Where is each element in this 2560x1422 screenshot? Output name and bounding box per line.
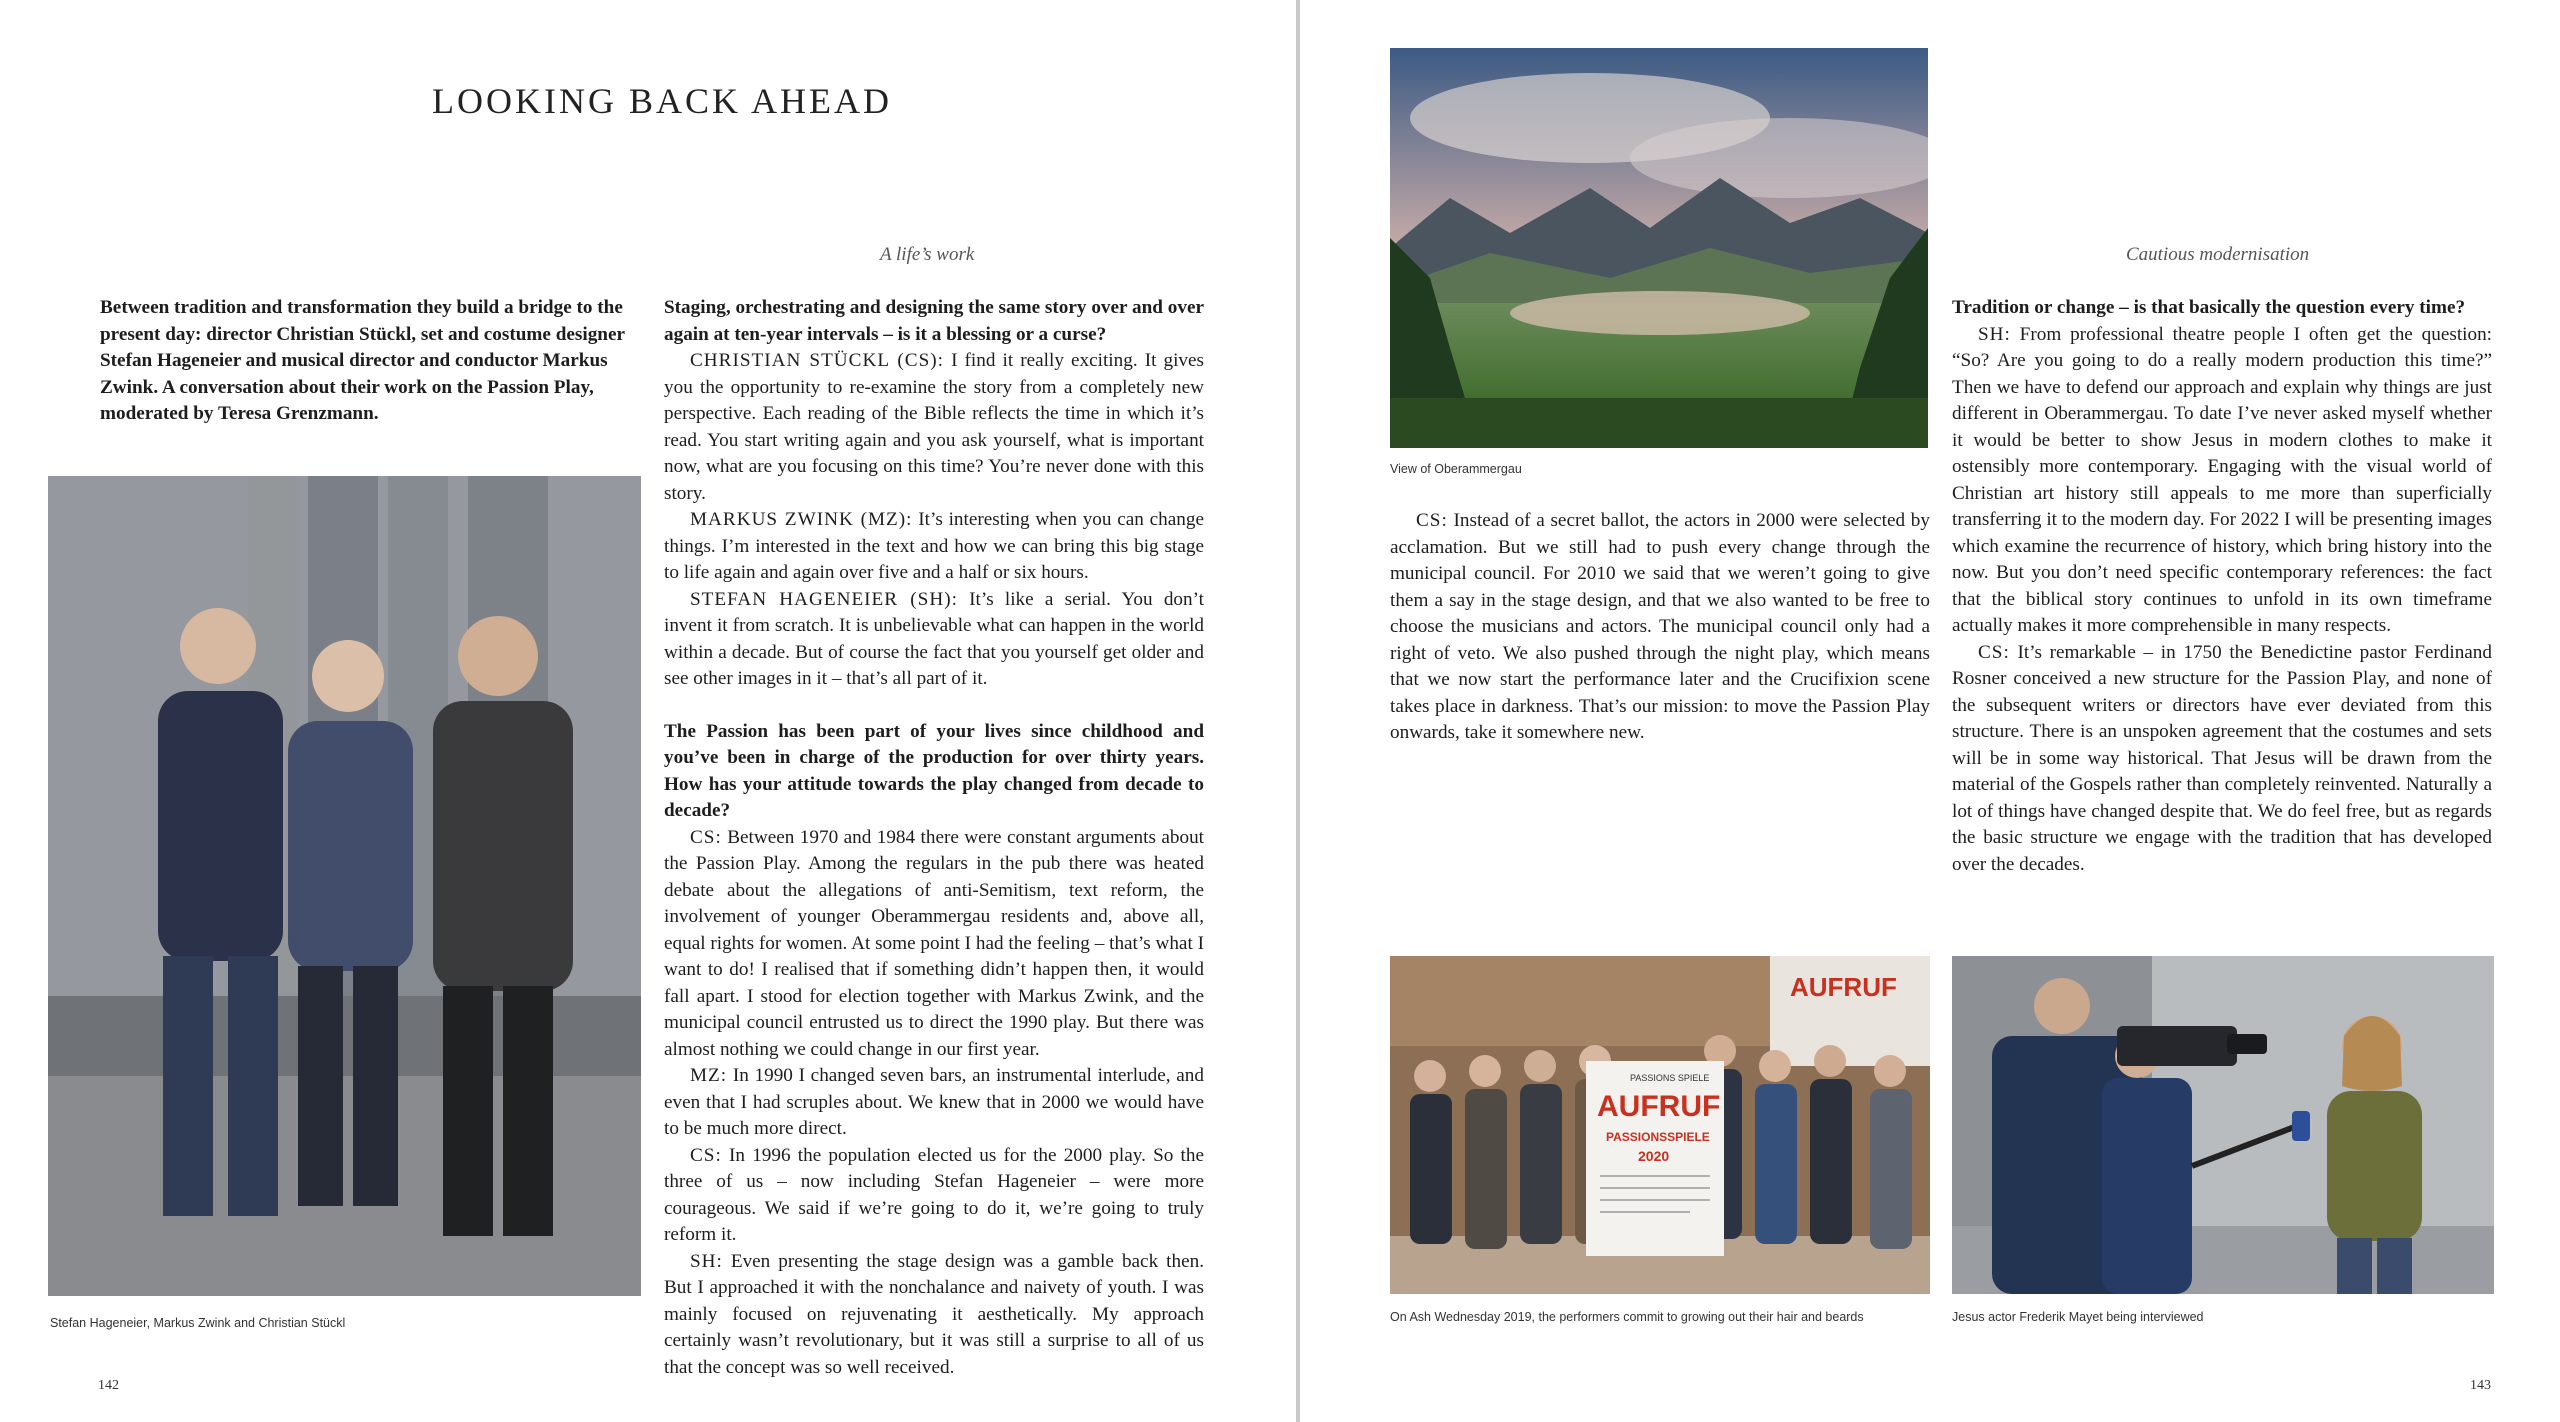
speaker-label: STEFAN HAGENEIER (SH): <box>690 588 958 610</box>
page-title: LOOKING BACK AHEAD <box>432 81 892 121</box>
interview-column-middle <box>1390 508 1930 747</box>
question: The Passion has been part of your lives since childhood and you’ve been in charge of the production for over thirty years. How has your attitude towards the play changed from decade to decade? <box>664 720 1204 821</box>
speaker-label: SH: <box>1978 323 2011 345</box>
spine-divider <box>1296 0 1300 1422</box>
question: Tradition or change – is that basically the question every time? <box>1952 297 2466 318</box>
speaker-label: MZ: <box>690 1065 728 1086</box>
page-number-left: 142 <box>98 1378 119 1393</box>
speaker-label: CHRISTIAN STÜCKL (CS): <box>690 350 944 371</box>
answer <box>664 1249 1204 1382</box>
answer-text: Even presenting the stage design was a gamble back then. But I approached it with the nonchalance and naivety of youth. I was mainly focused on rejuvenating it aesthetically. My approach certainly wasn’t revolutionary, but it was still a surprise to all of us that the concept was so well received. <box>664 1250 1204 1378</box>
page-number-right: 143 <box>2470 1378 2491 1393</box>
interview-column-right <box>1952 295 2492 878</box>
answer-text: I find it really exciting. It gives you the opportunity to re-examine the story from a completely new perspective. Each reading of the Bible reflects the time in which it’s read. You start writing again and you ask yourself, what is important now, what are you focusing on this time? You’re never done with this story. <box>664 350 1204 504</box>
group-photo-caption: On Ash Wednesday 2019, the performers commit to growing out their hair and beards <box>1390 1310 1864 1324</box>
answer <box>664 507 1204 587</box>
answer <box>1952 640 2492 879</box>
section-heading-left: A life’s work <box>880 244 975 265</box>
poster-year: 2020 <box>1638 1148 1670 1164</box>
answer <box>664 1063 1204 1143</box>
right-page <box>1302 0 2560 1422</box>
section-heading-right: Cautious modernisation <box>2126 244 2310 265</box>
interview-photo-caption: Jesus actor Frederik Mayet being interviewed <box>1952 1310 2204 1324</box>
speaker-label: CS: <box>690 1144 722 1166</box>
banner-text: AUFRUF <box>1790 972 1897 1002</box>
portrait-caption: Stefan Hageneier, Markus Zwink and Christian Stückl <box>50 1316 346 1330</box>
answer-text: In 1996 the population elected us for the 2000 play. So the three of us – now including Stefan Hageneier – were more courageous. We said if we’re going to do it, we’re going to truly reform it. <box>664 1144 1204 1245</box>
portrait-photo <box>48 476 641 1296</box>
answer <box>664 825 1204 1064</box>
interview-column-left <box>664 295 1204 1381</box>
answer <box>664 348 1204 507</box>
poster-top-text: PASSIONS SPIELE <box>1630 1073 1710 1083</box>
answer <box>664 1143 1204 1249</box>
intro-paragraph: Between tradition and transformation they build a bridge to the present day: director Christian Stückl, set and costume designer Stefan Hageneier and musical director and conductor Markus Zwink. A conversation about their work on the Passion Play, moderated by Teresa Grenzmann. <box>100 297 625 424</box>
answer-text: In 1990 I changed seven bars, an instrumental interlude, and even that I had scruples about. We knew that in 2000 we would have to be much more direct. <box>664 1065 1204 1139</box>
answer-text: From professional theatre people I often get the question: “So? Are you going to do a really modern production this time?” Then we have to defend our approach and explain why things are just different in Oberammergau. To date I’ve never asked myself whether it would be better to show Jesus in modern clothes to make it ostensibly more contemporary. Engaging with the visual world of Christian art history still appeals to me more than superficially transferring it to the modern day. For 2022 I will be presenting images which examine the recurrence of history, which bring history into the now. But you don’t need specific contemporary references: the fact that the biblical story continues to unfold in its own timeframe actually makes it more comprehensible in many respects. <box>1952 323 2492 636</box>
answer-text: It’s like a serial. You don’t invent it from scratch. It is unbelievable what can happen in the world within a decade. But of course the fact that you yourself get older and see other images in it – that’s all part of it. <box>664 588 1204 689</box>
speaker-label: CS: <box>1416 510 1448 531</box>
speaker-label: MARKUS ZWINK (MZ): <box>690 509 913 530</box>
group-photo <box>1390 956 1930 1294</box>
poster-headline: AUFRUF <box>1597 1090 1721 1123</box>
speaker-label: CS: <box>1978 641 2010 663</box>
answer-text: It’s interesting when you can change things. I’m interested in the text and how we can bring this big stage to life again and again over five and a half or six hours. <box>664 509 1204 583</box>
poster-subtitle: PASSIONSSPIELE <box>1606 1130 1710 1144</box>
answer-text: Between 1970 and 1984 there were constant arguments about the Passion Play. Among the regulars in the pub there was heated debate about the allegations of anti-Semitism, text reform, the involvement of younger Oberammergau residents and, above all, equal rights for women. At some point I had the feeling – that’s what I want to do! I realised that if something didn’t happen then, it would fall apart. I stood for election together with Markus Zwink, and the municipal council entrusted us to direct the 1990 play. But there was almost nothing we could change in our first year. <box>664 826 1204 1060</box>
question: Staging, orchestrating and designing the same story over and over again at ten-year intervals – is it a blessing or a curse? <box>664 297 1204 345</box>
answer <box>664 587 1204 693</box>
answer <box>1390 508 1930 747</box>
landscape-caption: View of Oberammergau <box>1390 462 1522 476</box>
landscape-photo <box>1390 48 1928 448</box>
interview-photo <box>1952 956 2494 1294</box>
speaker-label: SH: <box>690 1250 723 1272</box>
answer-text: Instead of a secret ballot, the actors in 2000 were selected by acclamation. But we still had to push every change through the municipal council. For 2010 we said that we weren’t going to give them a say in the stage design, and that we also wanted to be free to choose the musicians and actors. The municipal council only had a right of veto. We also pushed through the night play, which means that we now start the performance later and the Crucifixion scene takes place in darkness. That’s our mission: to move the Passion Play onwards, take it somewhere new. <box>1390 510 1930 743</box>
speaker-label: CS: <box>690 826 722 848</box>
answer-text: It’s remarkable – in 1750 the Benedictine pastor Ferdinand Rosner conceived a new structure for the Passion Play, and none of the subsequent writers or directors have ever deviated from this structure. There is an unspoken agreement that the costumes and sets will be in some way historical. That Jesus will be drawn from the material of the Gospels rather than completely reinvented. Naturally a lot of things have changed despite that. We do feel free, but as regards the basic structure we engage with the tradition that has developed over the decades. <box>1952 641 2492 875</box>
answer <box>1952 322 2492 640</box>
